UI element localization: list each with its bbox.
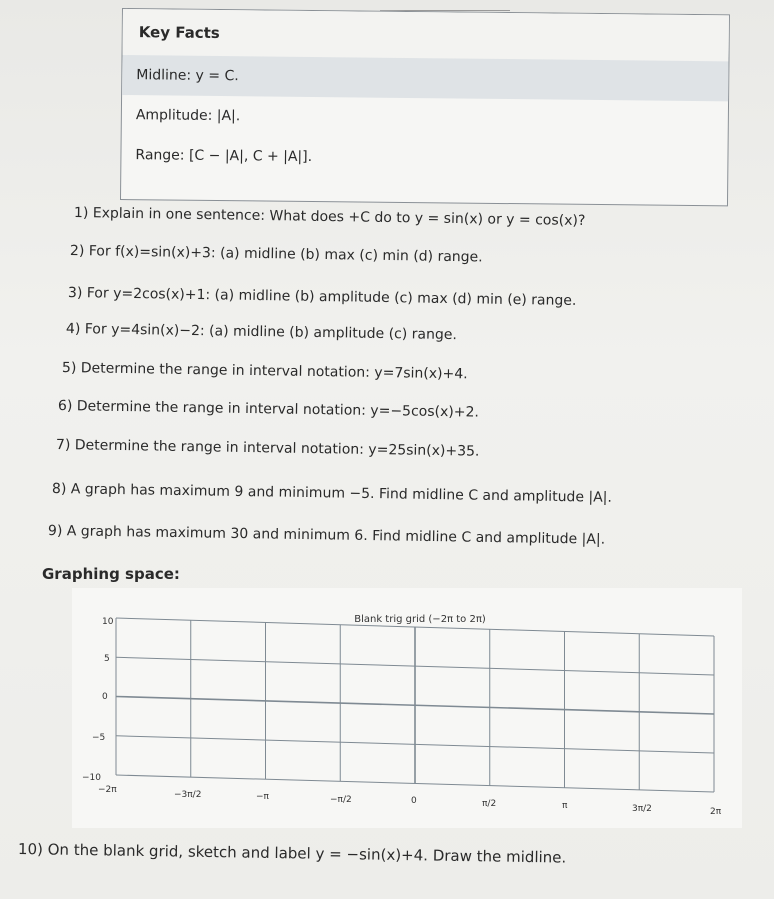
x-tick-3pi2: 3π/2 (632, 804, 652, 814)
question-6: 6) Determine the range in interval notation: y=−5cos(x)+2. (57, 398, 479, 421)
question-8: 8) A graph has maximum 9 and minimum −5. Find midline C and amplitude |A|. (51, 481, 613, 506)
grid-title: Blank trig grid (−2π to 2π) (354, 614, 486, 625)
x-tick-neg3pi2: −3π/2 (174, 790, 202, 800)
y-tick-0: 0 (102, 692, 108, 702)
amplitude-fact: Amplitude: |A|. (135, 107, 241, 125)
midline-fact: Midline: y = C. (122, 55, 728, 101)
x-tick-negpi2: −π/2 (330, 795, 352, 805)
graphing-space-label: Graphing space: (42, 565, 180, 583)
question-5: 5) Determine the range in interval notation: y=7sin(x)+4. (61, 360, 468, 383)
y-tick-5: 5 (104, 654, 110, 664)
question-2: 2) For f(x)=sin(x)+3: (a) midline (b) max (c) min (d) range. (69, 243, 483, 266)
question-3: 3) For y=2cos(x)+1: (a) midline (b) amplitude (c) max (d) min (e) range. (67, 285, 577, 309)
y-tick-neg10: −10 (82, 773, 101, 783)
question-10: 10) On the blank grid, sketch and label y = −sin(x)+4. Draw the midline. (17, 840, 567, 867)
x-tick-0: 0 (411, 796, 417, 806)
question-4: 4) For y=4sin(x)−2: (a) midline (b) amplitude (c) range. (65, 321, 457, 344)
x-tick-pi: π (562, 801, 568, 811)
key-facts-title: Key Facts (123, 9, 729, 61)
x-tick-neg2pi: −2π (98, 785, 117, 795)
range-fact: Range: [C − |A|, C + |A|]. (135, 147, 313, 165)
x-tick-negpi: −π (256, 792, 269, 802)
x-tick-pi2: π/2 (482, 799, 497, 809)
question-7: 7) Determine the range in interval notation: y=25sin(x)+35. (55, 437, 480, 460)
question-9: 9) A graph has maximum 30 and minimum 6. Find midline C and amplitude |A|. (47, 523, 606, 548)
y-tick-10: 10 (102, 617, 114, 627)
y-tick-neg5: −5 (92, 733, 106, 743)
question-1: 1) Explain in one sentence: What does +C do to y = sin(x) or y = cos(x)? (73, 205, 586, 230)
x-tick-2pi: 2π (710, 807, 722, 817)
